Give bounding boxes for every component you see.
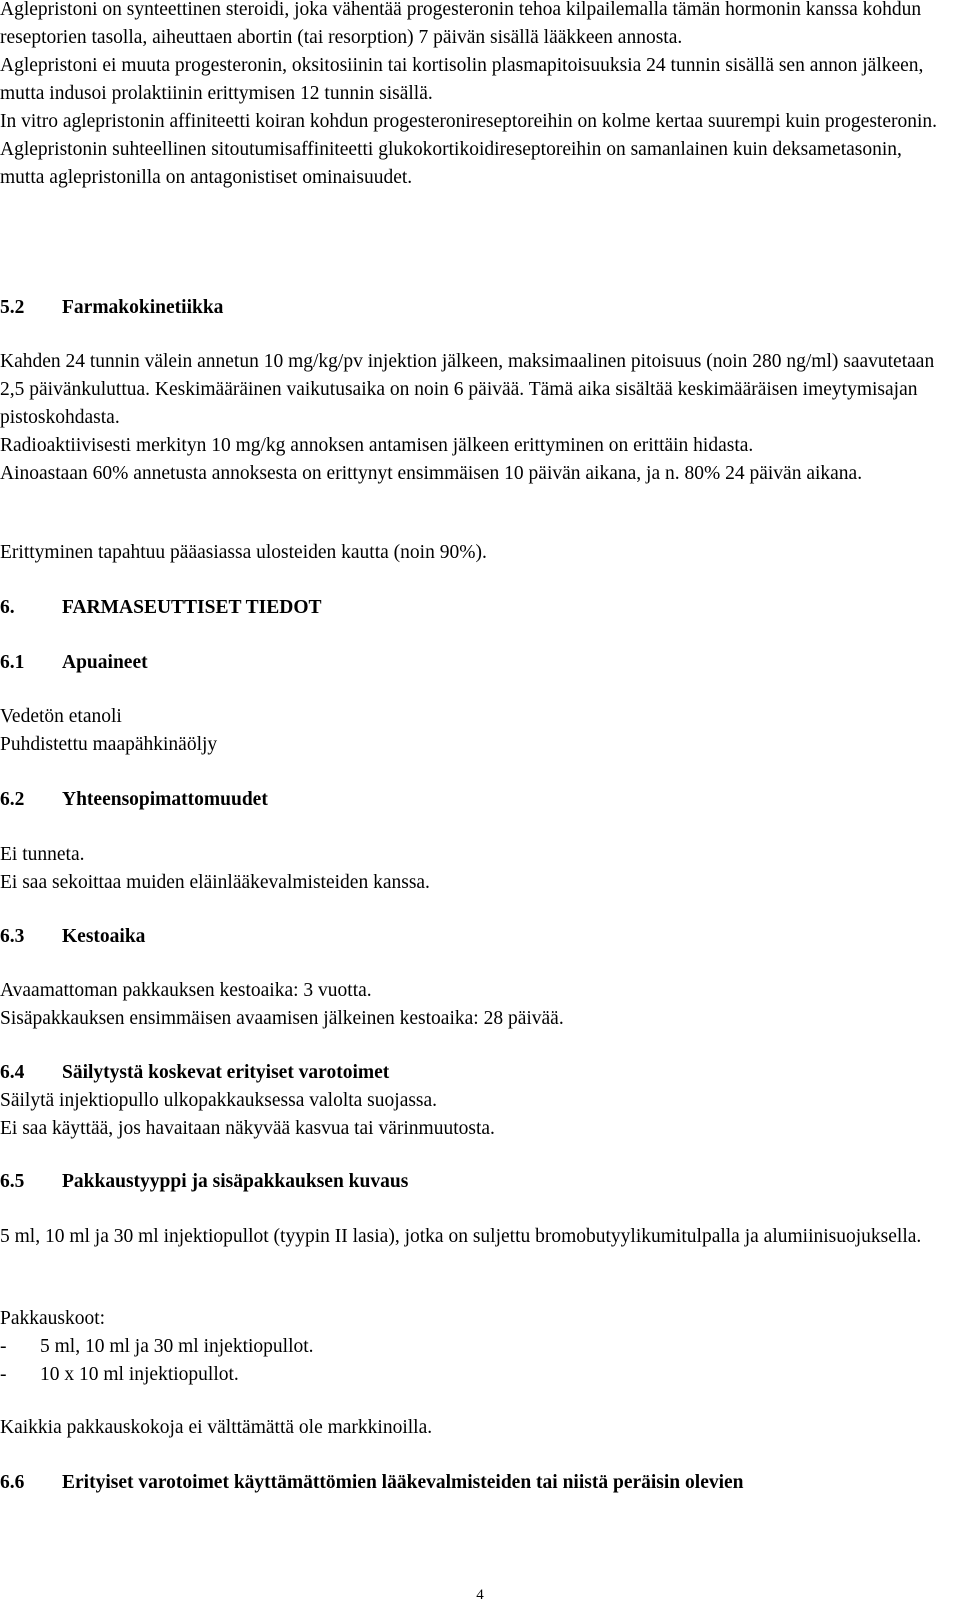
section-heading-6-2 xyxy=(0,786,268,814)
section-heading-5-2 xyxy=(0,294,223,322)
paragraph: Aglepristonin suhteellinen sitoutumisaffiniteetti glukokortikoidireseptoreihin on samanlainen kuin deksametasonin, mutta aglepristonilla on antagonistiset ominaisuudet. xyxy=(0,139,902,188)
list-item: Vedetön etanoli xyxy=(0,706,122,727)
list-item xyxy=(0,1333,945,1361)
section-title: Pakkaustyyppi ja sisäpakkauksen kuvaus xyxy=(62,1171,409,1192)
paragraph: Erittyminen tapahtuu pääasiassa ulosteiden kautta (noin 90%). xyxy=(0,542,487,563)
section-number: 6.3 xyxy=(0,926,25,947)
section-heading-6-1 xyxy=(0,649,148,677)
pack-sizes-label: Pakkauskoot: xyxy=(0,1308,106,1329)
incompatibilities-text xyxy=(0,841,945,897)
list-item xyxy=(0,1361,945,1389)
container-description xyxy=(0,1223,945,1251)
paragraph: Säilytä injektiopullo ulkopakkauksessa valolta suojassa. xyxy=(0,1090,438,1111)
section-number: 6.1 xyxy=(0,652,25,673)
section-title: Yhteensopimattomuudet xyxy=(62,789,268,810)
section-heading-6-3 xyxy=(0,923,145,951)
section-number: 5.2 xyxy=(0,297,25,318)
list-item-text: 5 ml, 10 ml ja 30 ml injektiopullot. xyxy=(40,1336,314,1357)
section-heading-6 xyxy=(0,594,322,622)
section-title: Farmakokinetiikka xyxy=(62,297,224,318)
paragraph: Radioaktiivisesti merkityn 10 mg/kg annoksen antamisen jälkeen erittyminen on erittäin hidasta. xyxy=(0,435,754,456)
section-number: 6.2 xyxy=(0,789,25,810)
shelf-life-text xyxy=(0,977,945,1033)
list-dash: - xyxy=(0,1364,7,1385)
list-item-text: 10 x 10 ml injektiopullot. xyxy=(40,1364,239,1385)
section-title: Apuaineet xyxy=(62,652,148,673)
paragraph: Ei tunneta. xyxy=(0,844,85,865)
section-title: FARMASEUTTISET TIEDOT xyxy=(62,597,322,618)
excipients-list xyxy=(0,703,945,759)
paragraph: Kaikkia pakkauskokoja ei välttämättä ole markkinoilla. xyxy=(0,1417,433,1438)
paragraph: Ei saa sekoittaa muiden eläinlääkevalmisteiden kanssa. xyxy=(0,872,430,893)
paragraph: Avaamattoman pakkauksen kestoaika: 3 vuotta. xyxy=(0,980,372,1001)
list-dash: - xyxy=(0,1336,7,1357)
section-title: Erityiset varotoimet käyttämättömien lääkevalmisteiden tai niistä peräisin olevien xyxy=(62,1472,744,1493)
paragraph: Ei saa käyttää, jos havaitaan näkyvää kasvua tai värinmuutosta. xyxy=(0,1118,495,1139)
storage-text xyxy=(0,1087,945,1143)
section-number: 6.4 xyxy=(0,1062,25,1083)
section-number: 6.6 xyxy=(0,1472,25,1493)
list-item: Puhdistettu maapähkinäöljy xyxy=(0,734,218,755)
section-title: Kestoaika xyxy=(62,926,146,947)
paragraph: Kahden 24 tunnin välein annetun 10 mg/kg/pv injektion jälkeen, maksimaalinen pitoisuus (noin 280 ng/ml) saavutetaan 2,5 päivänkuluttua. Keskimääräinen vaikutusaika on noin 6 päivää. Tämä aika sisältää keskimääräisen imeytymisajan pistoskohdasta. xyxy=(0,351,935,428)
section-heading-6-5 xyxy=(0,1168,408,1196)
paragraph: Sisäpakkauksen ensimmäisen avaamisen jälkeinen kestoaika: 28 päivää. xyxy=(0,1008,564,1029)
section-heading-6-6 xyxy=(0,1469,744,1497)
section-title: Säilytystä koskevat erityiset varotoimet xyxy=(62,1062,390,1083)
marketing-note xyxy=(0,1414,945,1442)
section-number: 6.5 xyxy=(0,1171,25,1192)
section-number: 6. xyxy=(0,597,15,618)
page-number: 4 xyxy=(476,1587,484,1603)
paragraph: Aglepristoni on synteettinen steroidi, joka vähentää progesteronin tehoa kilpailemalla tämän hormonin kanssa kohdun reseptorien tasolla, aiheuttaen abortin (tai resorption) 7 päivän sisällä lääkkeen annosta. xyxy=(0,0,922,48)
pharmacodynamics-text xyxy=(0,0,945,192)
pharmacokinetics-excretion xyxy=(0,539,945,567)
pharmacokinetics-text xyxy=(0,348,945,488)
pack-sizes xyxy=(0,1305,945,1389)
paragraph: Ainoastaan 60% annetusta annoksesta on erittynyt ensimmäisen 10 päivän aikana, ja n. 80% 24 päivän aikana. xyxy=(0,463,863,484)
paragraph: In vitro aglepristonin affiniteetti koiran kohdun progesteronireseptoreihin on kolme kertaa suurempi kuin progesteronin. xyxy=(0,111,938,132)
paragraph: Aglepristoni ei muuta progesteronin, oksitosiinin tai kortisolin plasmapitoisuuksia 24 tunnin sisällä sen annon jälkeen, mutta indusoi prolaktiinin erittymisen 12 tunnin sisällä. xyxy=(0,55,924,104)
section-heading-6-4 xyxy=(0,1059,389,1087)
paragraph: 5 ml, 10 ml ja 30 ml injektiopullot (tyypin II lasia), jotka on suljettu bromobutyylikumitulpalla ja alumiinisuojuksella. xyxy=(0,1226,922,1247)
